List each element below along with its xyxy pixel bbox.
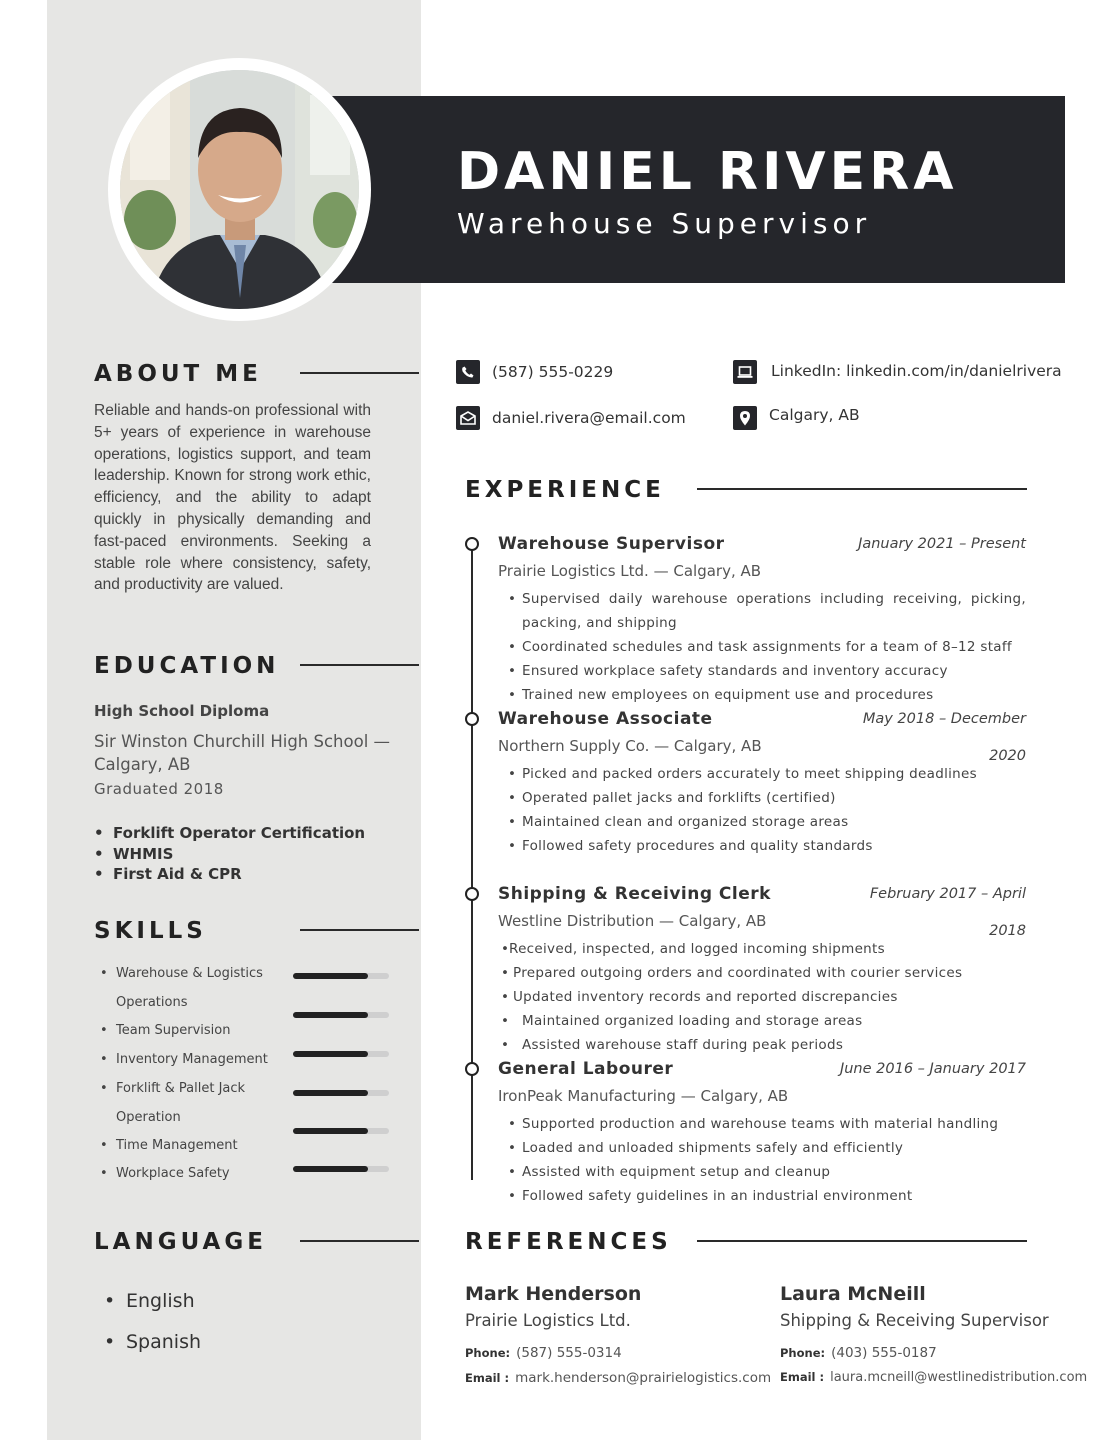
reference-name: Mark Henderson [465,1283,642,1305]
language-item: • Spanish [104,1322,201,1363]
job-bullets [506,587,1026,707]
job-bullet: • Received, inspected, and logged incoming shipments [499,937,969,961]
job-bullet: • Picked and packed orders accurately to meet shipping deadlines [506,762,966,786]
reference-name: Laura McNeill [780,1283,926,1305]
job-title: Warehouse Supervisor [498,534,725,554]
language-divider [300,1240,419,1242]
skills-heading: SKILLS [94,918,207,944]
skill-bar-fill [293,1012,368,1018]
timeline-node [465,537,479,551]
email-label: Email : [780,1370,825,1384]
experience-heading: EXPERIENCE [465,477,665,503]
laptop-icon [733,360,757,384]
candidate-name: DANIEL RIVERA [457,142,958,202]
skill-bar-fill [293,973,368,979]
education-school: Sir Winston Churchill High School — Calgary, AB [94,732,391,774]
education-heading: EDUCATION [94,653,280,679]
education-divider [300,664,419,666]
timeline-node [465,712,479,726]
skill-label: • Forklift & Pallet Jack [100,1081,246,1096]
skill-label: • Time Management [100,1138,238,1153]
certification-item: • Forklift Operator Certification [94,823,365,844]
job-bullets [499,937,969,1057]
skill-bar [293,1166,389,1172]
about-heading: ABOUT ME [94,361,262,387]
skill-label: • Inventory Management [100,1052,268,1067]
job-bullet: • Operated pallet jacks and forklifts (certified) [506,786,966,810]
job-date: February 2017 – April 2018 [869,886,1026,939]
job-company: Northern Supply Co. — Calgary, AB [498,737,762,755]
job-bullets [506,1112,1006,1208]
skill-bar [293,1051,389,1057]
job-date: May 2018 – December 2020 [862,711,1026,764]
certification-item: • First Aid & CPR [94,864,365,885]
skill-bar-fill [293,1051,368,1057]
skill-bar [293,1128,389,1134]
reference-email [465,1370,771,1386]
job-date: June 2016 – January 2017 [839,1061,1026,1077]
job-bullet: • Followed safety procedures and quality standards [506,834,966,858]
job-bullet: • Maintained clean and organized storage areas [506,810,966,834]
certification-item: • WHMIS [94,844,365,865]
skill-bar [293,1090,389,1096]
phone-label: Phone: [780,1346,826,1360]
skill-bar [293,1012,389,1018]
job-bullet: • Trained new employees on equipment use and procedures [506,683,1026,707]
job-title: Shipping & Receiving Clerk [498,884,771,904]
about-divider [300,372,419,374]
certifications-list [94,823,365,885]
profile-photo [120,70,359,309]
experience-timeline [471,544,473,1180]
reference-email-link[interactable]: mark.henderson@prairielogistics.com [515,1370,772,1386]
job-bullet: • Loaded and unloaded shipments safely and efficiently [506,1136,1006,1160]
contact-phone: (587) 555-0229 [492,363,614,381]
language-item: • English [104,1281,201,1322]
job-bullets [506,762,977,858]
contact-linkedin[interactable]: LinkedIn: linkedin.com/in/danielrivera [771,362,1062,380]
education-degree: High School Diploma [94,702,270,720]
job-bullet: • Maintained organized loading and storage areas [499,1009,969,1033]
skill-bar-fill [293,1128,368,1134]
job-bullet: • Followed safety guidelines in an industrial environment [506,1184,1006,1208]
location-pin-icon [733,406,757,430]
job-company: Prairie Logistics Ltd. — Calgary, AB [498,562,762,580]
job-bullet: • Assisted with equipment setup and cleanup [506,1160,1006,1184]
job-bullet: • Ensured workplace safety standards and inventory accuracy [506,659,1026,683]
job-bullet: • Supported production and warehouse teams with material handling [506,1112,1006,1136]
skill-label: • Workplace Safety [100,1166,230,1181]
email-icon [456,406,480,430]
skill-label-continued: Operation [116,1110,181,1125]
email-label: Email : [465,1371,510,1385]
references-divider [697,1240,1027,1242]
timeline-node [465,887,479,901]
job-bullet: • Coordinated schedules and task assignments for a team of 8–12 staff [506,635,1026,659]
job-bullet: • Prepared outgoing orders and coordinated with courier services [499,961,969,985]
reference-company: Prairie Logistics Ltd. [465,1311,631,1330]
skill-bar [293,973,389,979]
job-bullet: • Supervised daily warehouse operations including receiving, picking, packing, and shipping [506,587,1026,635]
job-title: General Labourer [498,1059,674,1079]
phone-label: Phone: [465,1346,511,1360]
education-graduated: Graduated 2018 [94,780,224,798]
skill-label: • Team Supervision [100,1023,231,1038]
phone-icon [456,360,480,384]
skills-divider [300,929,419,931]
job-bullet: • Assisted warehouse staff during peak periods [499,1033,969,1057]
references-heading: REFERENCES [465,1229,672,1255]
portrait-image [120,70,359,309]
experience-divider [697,488,1027,490]
skill-label-continued: Operations [116,995,188,1010]
job-bullet: • Updated inventory records and reported discrepancies [499,985,969,1009]
reference-company: Shipping & Receiving Supervisor [780,1311,1049,1330]
reference-email [780,1370,1087,1385]
job-title-headline: Warehouse Supervisor [457,207,872,240]
job-company: Westline Distribution — Calgary, AB [498,912,767,930]
skill-label: • Warehouse & Logistics [100,966,263,981]
job-title: Warehouse Associate [498,709,713,729]
language-heading: LANGUAGE [94,1229,267,1255]
skill-bar-fill [293,1166,368,1172]
reference-email-link[interactable]: laura.mcneill@westlinedistribution.com [830,1370,1088,1385]
about-text: Reliable and hands-on professional with 5+ years of experience in warehouse operations, logistics support, and team leadership. Known for strong work ethic, efficiency, and the ability to adapt quickly in physically demanding and fast-paced environments. Seeking a stable role where consistency, safety, and productivity are valued. [94,402,371,594]
reference-phone: Phone: (587) 555-0314 [465,1345,622,1361]
contact-email[interactable]: daniel.rivera@email.com [492,409,686,427]
timeline-node [465,1062,479,1076]
job-date: January 2021 – Present [858,536,1026,552]
contact-location: Calgary, AB [769,406,860,424]
skill-bar-fill [293,1090,368,1096]
reference-phone: Phone: (403) 555-0187 [780,1345,937,1361]
job-company: IronPeak Manufacturing — Calgary, AB [498,1087,789,1105]
language-list [104,1281,201,1363]
